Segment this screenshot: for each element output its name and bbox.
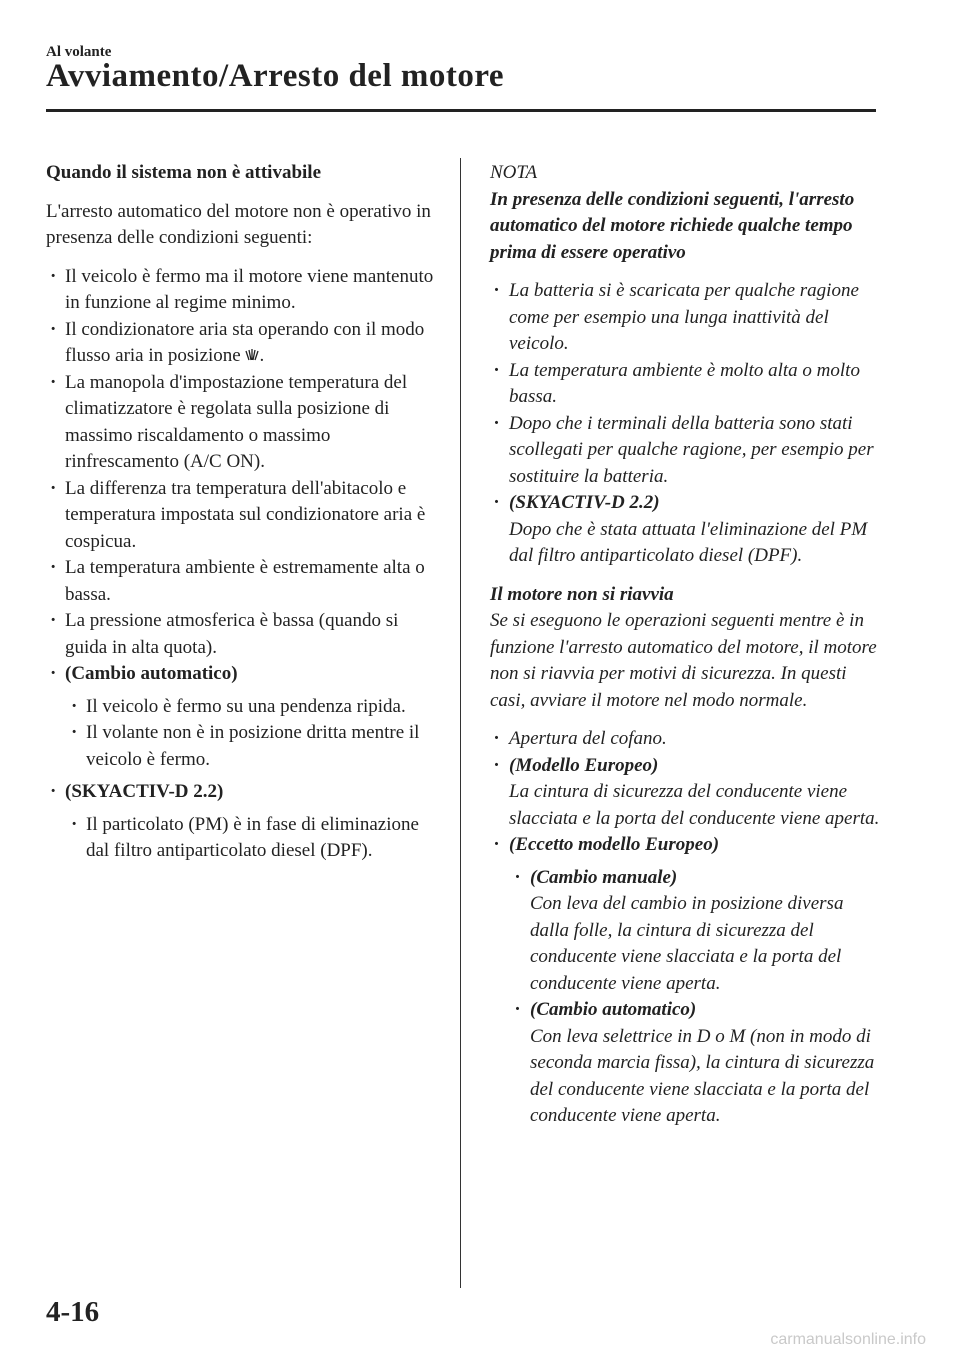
list-item: · Dopo che i terminali della batteria sono stati scollegati per qualche ragione, per esempio per sostituire la batteria. <box>494 412 874 487</box>
bullet-dot-icon: · <box>515 999 520 1020</box>
list-item: · La temperatura ambiente è estremamente alta o bassa. <box>50 557 425 605</box>
list-item: · La batteria si è scaricata per qualche ragione come per esempio una lunga inattività del veicolo. <box>494 280 859 354</box>
right-column <box>490 160 880 1136</box>
sub-list-item: · Il volante non è in posizione dritta mentre il veicolo è fermo. <box>71 722 420 770</box>
list-item: · La differenza tra temperatura dell'abitacolo e temperatura impostata sul condizionatore aria è cospicua. <box>50 477 426 552</box>
bullet-dot-icon: · <box>50 610 57 631</box>
bullet-dot-icon: · <box>71 695 78 717</box>
except-sublist <box>509 865 880 1130</box>
conditions-list <box>46 264 441 865</box>
page-title: Avviamento/Arresto del motore <box>46 58 505 94</box>
bullet-dot-icon: · <box>50 663 57 684</box>
list-item: · (SKYACTIV-D 2.2) Dopo che è stata attuata l'eliminazione del PM dal filtro antiparticolato diesel (DPF). <box>494 492 868 566</box>
restart-heading: Il motore non si riavvia <box>490 583 674 605</box>
sub-list-item: · Il particolato (PM) è in fase di eliminazione dal filtro antiparticolato diesel (DPF). <box>71 813 419 861</box>
list-item: · (SKYACTIV-D 2.2) · Il particolato (PM) è in fase di eliminazione dal filtro antiparticolato diesel (DPF). <box>46 779 441 865</box>
list-item: · (Modello Europeo) La cintura di sicurezza del conducente viene slacciata e la porta del conducente viene aperta. <box>494 754 880 829</box>
restart-list <box>490 726 880 1130</box>
bullet-dot-icon: · <box>50 371 57 393</box>
bullet-dot-icon: · <box>494 359 499 381</box>
bullet-dot-icon: · <box>494 834 499 855</box>
page-number: 4-16 <box>46 1296 100 1328</box>
left-column <box>46 160 441 871</box>
column-divider <box>460 158 461 1288</box>
list-item: · (Eccetto modello Europeo) · (Cambio manuale) Con leva del cambio in posizione diversa dalla folle, la cintura di sicurezza del conducente viene slacciata e la porta del conducente viene aperta. · (Cambio automatico) Con leva selettrice in D o M (non in modo di seconda marcia fissa), la cintura di sicurezza del conducente viene slacciata e la porta del conducente viene aperta. <box>490 832 880 1130</box>
list-item: · (Cambio automatico) · Il veicolo è fermo su una pendenza ripida. · Il volante non è in posizione dritta mentre il veicolo è fermo. <box>46 661 441 773</box>
skyactiv-sublist <box>65 812 441 865</box>
bullet-dot-icon: · <box>50 265 57 287</box>
list-item: · La manopola d'impostazione temperatura del climatizzatore è regolata sulla posizione di massimo riscaldamento o massimo rinfrescamento (A/C ON). <box>50 371 408 472</box>
sub-list-item: · Il veicolo è fermo su una pendenza ripida. <box>65 694 441 721</box>
section-label: Al volante <box>46 44 112 60</box>
bullet-dot-icon: · <box>515 866 520 888</box>
list-item: · Il condizionatore aria sta operando con il modo flusso aria in posizione . <box>50 318 425 366</box>
list-item: · Apertura del cofano. <box>490 726 880 753</box>
bullet-dot-icon: · <box>494 412 499 434</box>
note-label: NOTA <box>490 162 538 183</box>
watermark: carmanualsonline.info <box>770 1331 926 1348</box>
list-item: · La temperatura ambiente è molto alta o molto bassa. <box>494 359 860 407</box>
list-item: · La pressione atmosferica è bassa (quando si guida in alta quota). <box>50 610 399 658</box>
list-item: · Il veicolo è fermo ma il motore viene mantenuto in funzione al regime minimo. <box>50 265 434 313</box>
intro-paragraph: L'arresto automatico del motore non è operativo in presenza delle condizioni seguenti: <box>46 200 431 248</box>
note-heading: In presenza delle condizioni seguenti, l'arresto automatico del motore richiede qualche tempo prima di essere operativo <box>490 188 855 263</box>
note-list <box>490 278 880 570</box>
bullet-dot-icon: · <box>494 728 499 749</box>
bullet-dot-icon: · <box>494 492 499 513</box>
airflow-mode-icon <box>245 348 259 362</box>
sub-list-item: · (Cambio manuale) Con leva del cambio in posizione diversa dalla folle, la cintura di sicurezza del conducente viene slacciata e la porta del conducente viene aperta. <box>515 866 844 994</box>
sub-list-item: · (Cambio automatico) Con leva selettrice in D o M (non in modo di seconda marcia fissa), la cintura di sicurezza del conducente viene slacciata e la porta del conducente viene aperta. <box>515 999 875 1126</box>
bullet-dot-icon: · <box>71 813 78 835</box>
bullet-dot-icon: · <box>50 477 57 499</box>
bullet-dot-icon: · <box>50 557 57 578</box>
bullet-dot-icon: · <box>50 781 57 802</box>
section-heading: Quando il sistema non è attivabile <box>46 162 321 183</box>
bullet-dot-icon: · <box>494 754 499 776</box>
automatic-sublist <box>65 694 441 774</box>
header-divider <box>46 109 876 112</box>
bullet-dot-icon: · <box>71 722 78 743</box>
bullet-dot-icon: · <box>494 280 499 301</box>
restart-paragraph: Se si eseguono le operazioni seguenti mentre è in funzione l'arresto automatico del motore, il motore non si riavvia per motivi di sicurezza. In questi casi, avviare il motore nel modo normale. <box>490 610 877 711</box>
bullet-dot-icon: · <box>50 318 57 340</box>
